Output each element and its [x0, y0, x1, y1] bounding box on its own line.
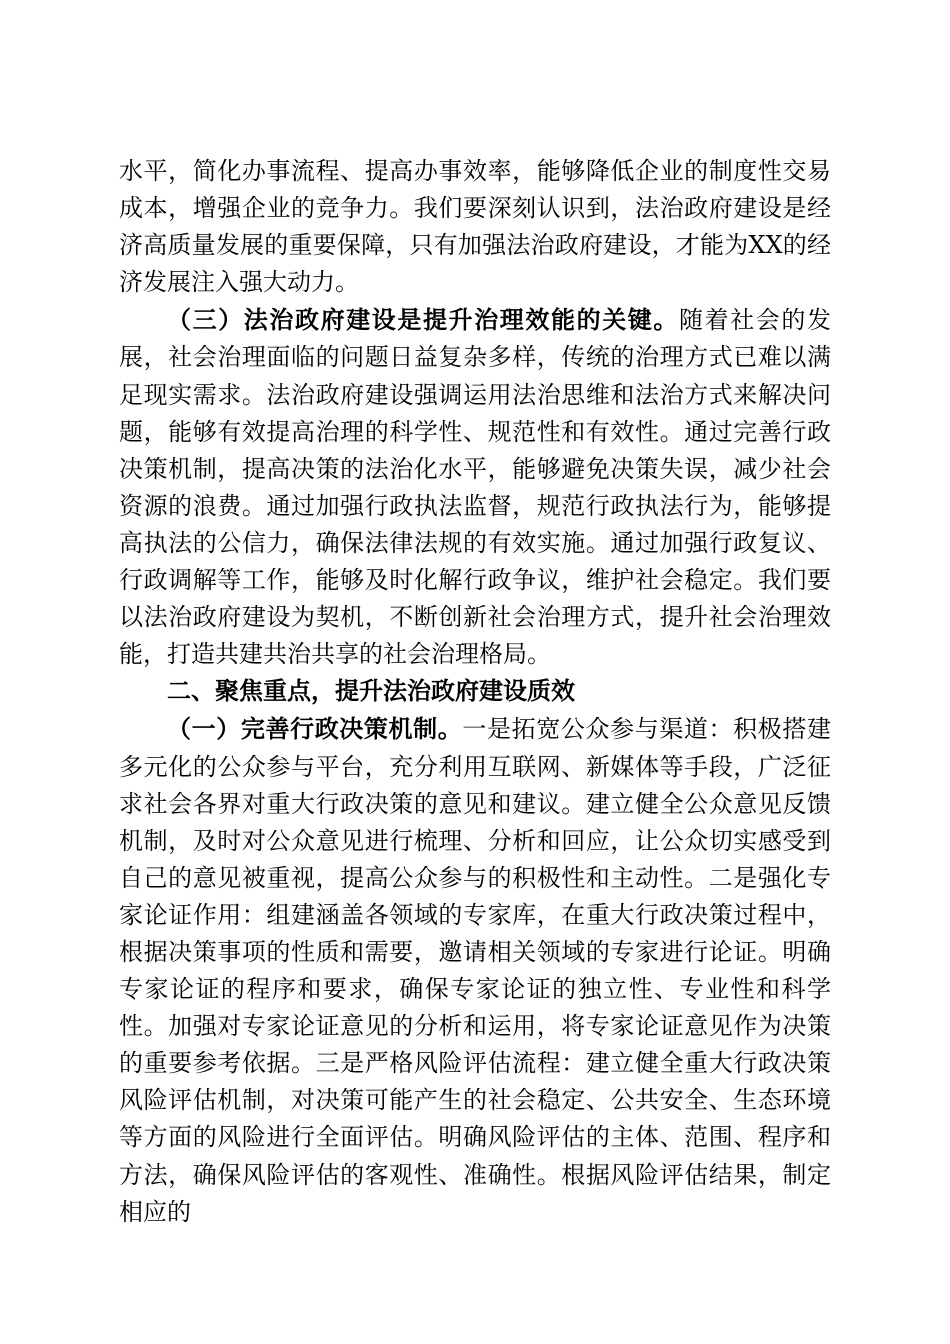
paragraph-lead-sentence: （三）法治政府建设是提升治理效能的关键。 [167, 305, 679, 335]
paragraph-economic-guarantee: 水平，简化办事流程、提高办事效率，能够降低企业的制度性交易成本，增强企业的竞争力。我们要深刻认识到，法治政府建设是经济高质量发展的重要保障，只有加强法治政府建设，才能为XX的经济发展注入强大动力。 [119, 157, 831, 297]
document-body [119, 153, 831, 1231]
paragraph-lead-sentence: （一）完善行政决策机制。 [167, 714, 463, 744]
section-heading: 二、聚焦重点，提升法治政府建设质效 [167, 677, 575, 706]
paragraph-decision-mechanism [119, 710, 831, 1230]
paragraph-governance-efficiency [119, 301, 831, 673]
paragraph-body-text: 一是拓宽公众参与渠道：积极搭建多元化的公众参与平台，充分利用互联网、新媒体等手段，广泛征求社会各界对重大行政决策的意见和建议。建立健全公众意见反馈机制，及时对公众意见进行梳理、分析和回应，让公众切实感受到自己的意见被重视，提高公众参与的积极性和主动性。二是强化专家论证作用：组建涵盖各领域的专家库，在重大行政决策过程中，根据决策事项的性质和需要，邀请相关领域的专家进行论证。明确专家论证的程序和要求，确保专家论证的独立性、专业性和科学性。加强对专家论证意见的分析和运用，将专家论证意见作为决策的重要参考依据。三是严格风险评估流程：建立健全重大行政决策风险评估机制，对决策可能产生的社会稳定、公共安全、生态环境等方面的风险进行全面评估。明确风险评估的主体、范围、程序和方法，确保风险评估的客观性、准确性。根据风险评估结果，制定相应的 [119, 715, 832, 1226]
paragraph-body-text: 随着社会的发展，社会治理面临的问题日益复杂多样，传统的治理方式已难以满足现实需求。法治政府建设强调运用法治思维和法治方式来解决问题，能够有效提高治理的科学性、规范性和有效性。通过完善行政决策机制，提高决策的法治化水平，能够避免决策失误，减少社会资源的浪费。通过加强行政执法监督，规范行政执法行为，能够提高执法的公信力，确保法律法规的有效实施。通过加强行政复议、行政调解等工作，能够及时化解行政争议，维护社会稳定。我们要以法治政府建设为契机，不断创新社会治理方式，提升社会治理效能，打造共建共治共享的社会治理格局。 [119, 306, 831, 669]
